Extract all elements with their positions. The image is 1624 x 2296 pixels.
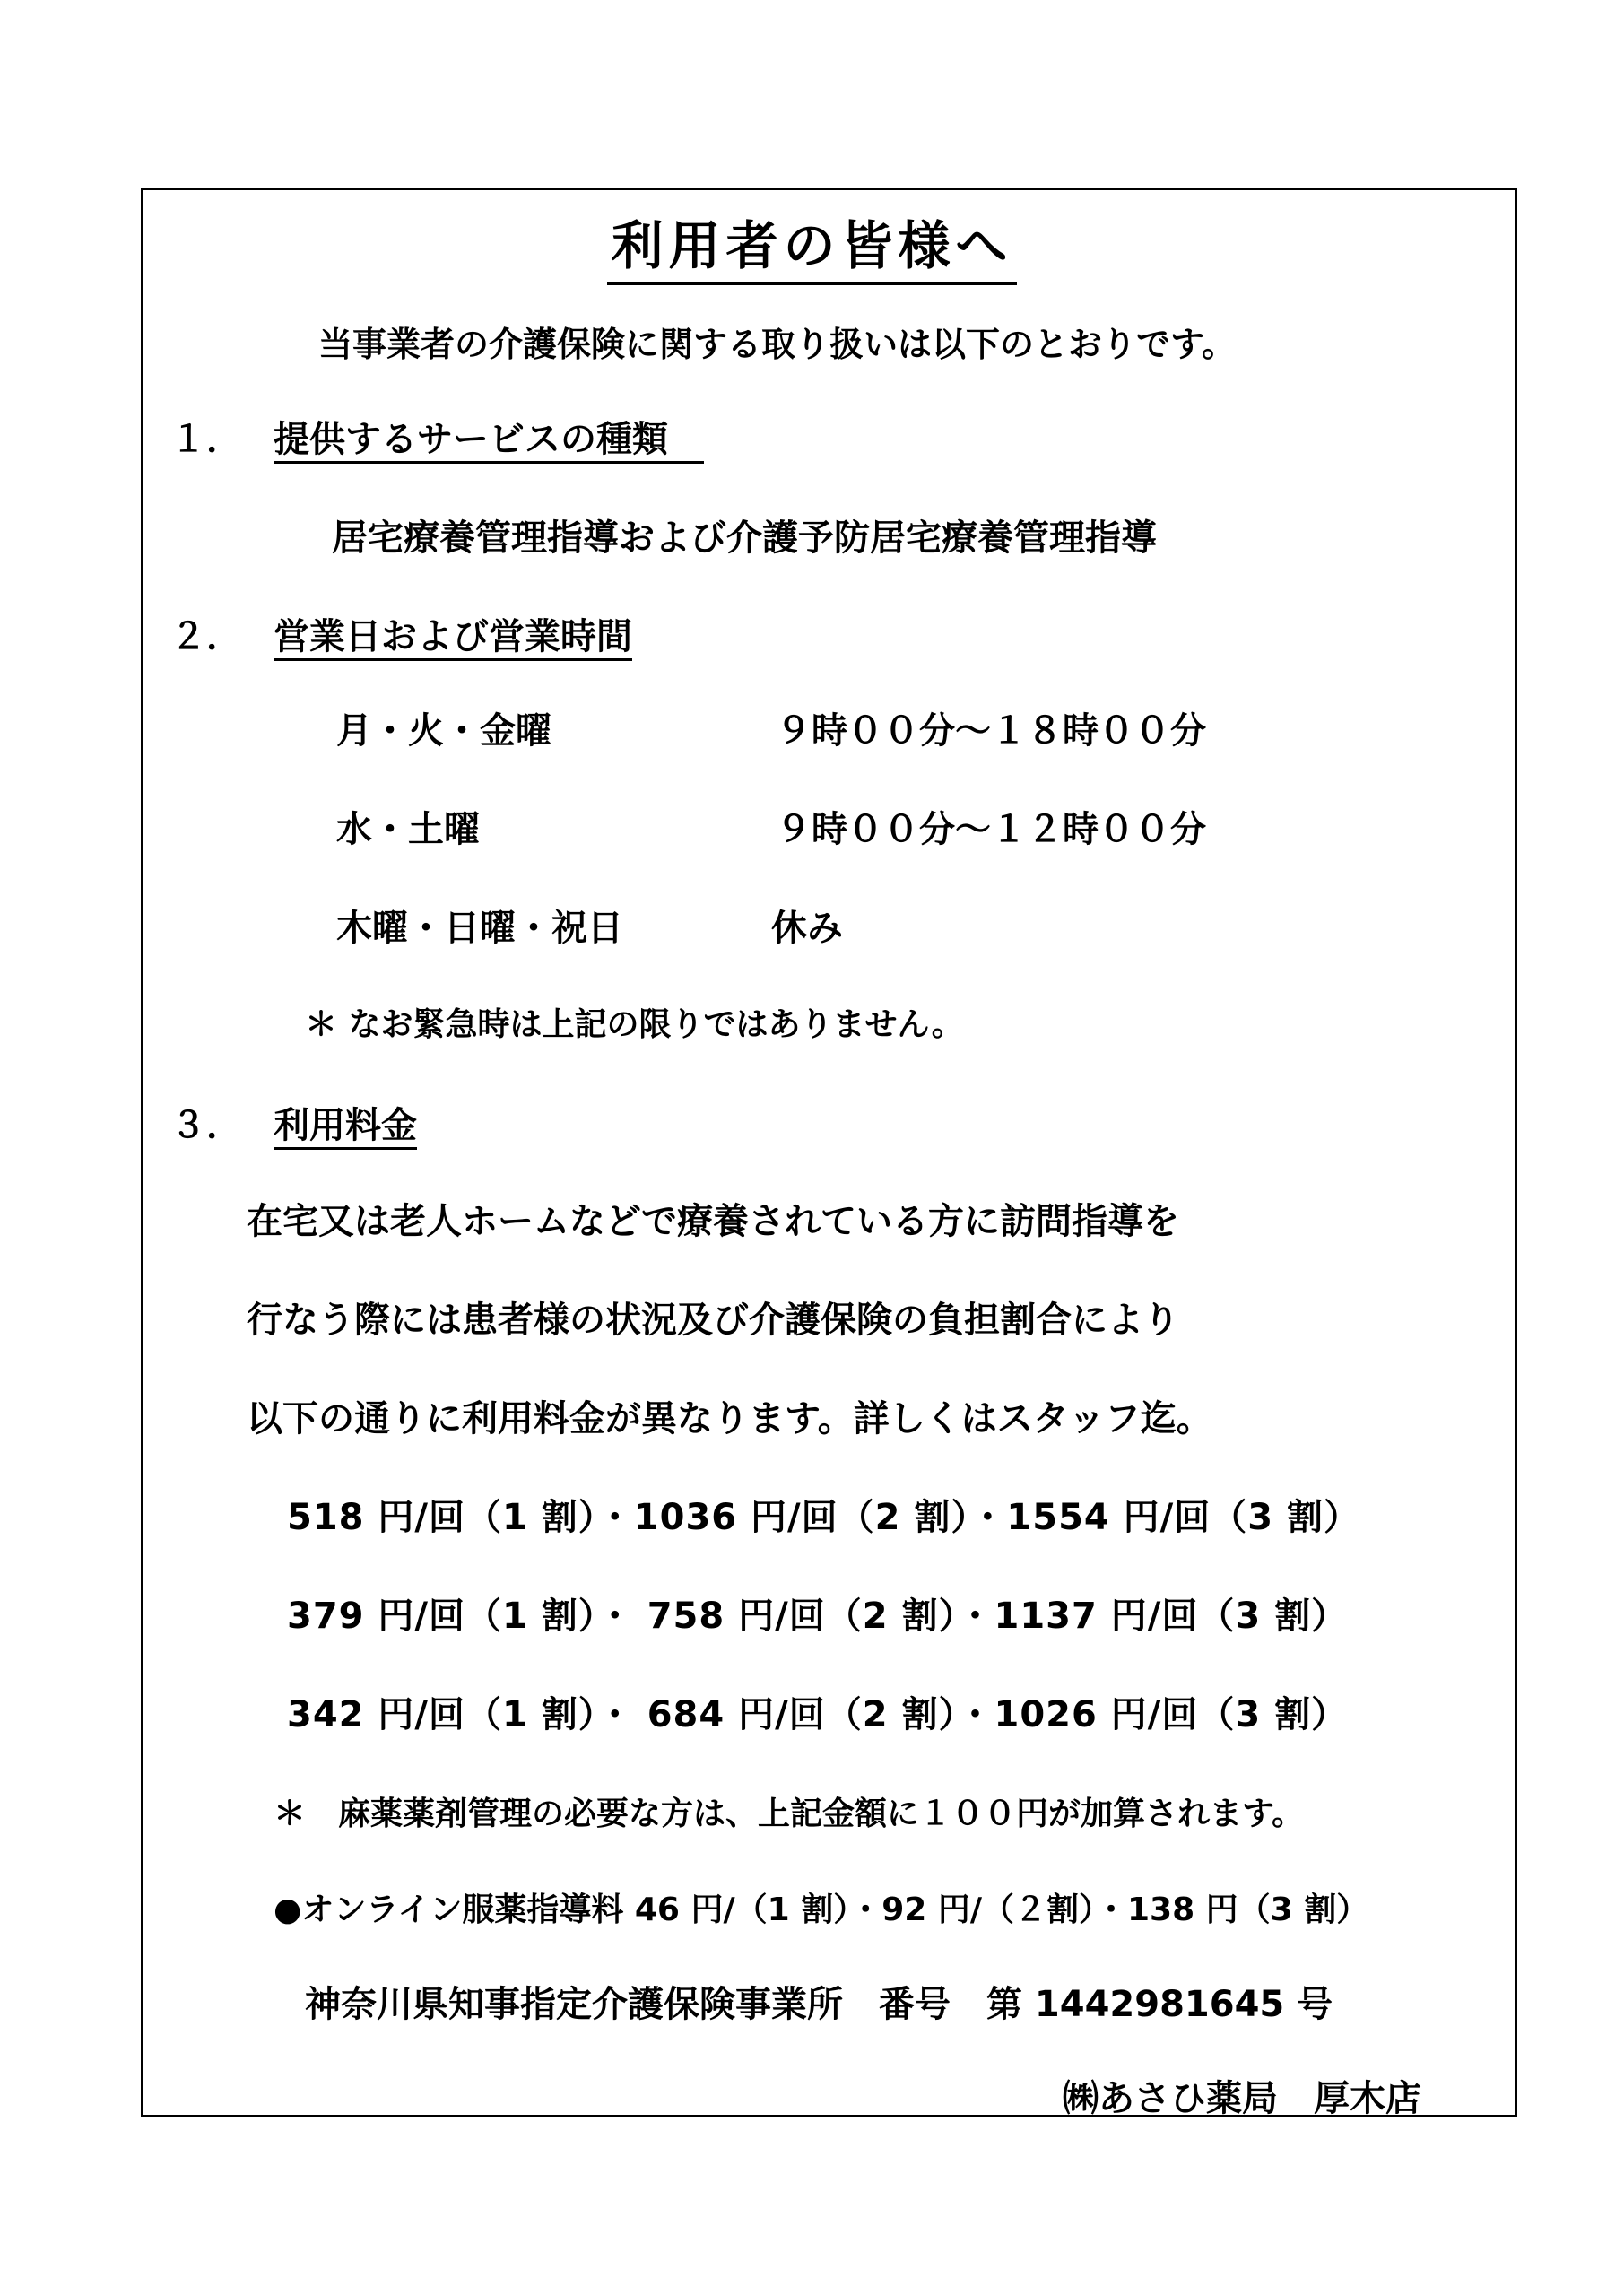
hours-time: ９時００分～１２時００分 xyxy=(776,809,1206,850)
hours-note: ＊ なお緊急時は上記の限りではありません。 xyxy=(305,1006,964,1043)
designation-number: 神奈川県知事指定介護保険事業所 番号 第 1442981645 号 xyxy=(305,1984,1333,2025)
section-number: ２． xyxy=(170,616,242,657)
service-description: 居宅療養管理指導および介護予防居宅療養管理指導 xyxy=(332,517,1157,559)
fee-row: 342 円/回（1 割）・ 684 円/回（2 割）・1026 円/回（3 割） xyxy=(287,1694,1349,1735)
fee-row: 379 円/回（1 割）・ 758 円/回（2 割）・1137 円/回（3 割） xyxy=(287,1596,1349,1637)
fee-row: 518 円/回（1 割）・1036 円/回（2 割）・1554 円/回（3 割） xyxy=(287,1497,1361,1538)
hours-days: 月・火・金曜 xyxy=(336,710,551,752)
page-title: 利用者の皆様へ xyxy=(0,220,1624,272)
fee-text-line: 行なう際には患者様の状況及び介護保険の負担割合により xyxy=(247,1300,1179,1341)
section-number: ３． xyxy=(170,1105,242,1146)
section-heading-hours: 営業日および営業時間 xyxy=(274,619,632,661)
section-heading-service: 提供するサービスの種類 xyxy=(274,422,704,464)
pharmacy-name: ㈱あさひ薬局 厚木店 xyxy=(1063,2078,1421,2119)
hours-days: 木曜・日曜・祝日 xyxy=(336,908,623,949)
hours-time: ９時００分～１８時００分 xyxy=(776,710,1206,752)
fee-text-line: 在宅又は老人ホームなどで療養されている方に訪問指導を xyxy=(247,1201,1179,1242)
intro-text: 当事業者の介護保険に関する取り扱いは以下のとおりです。 xyxy=(318,325,1236,364)
section-heading-fees: 利用料金 xyxy=(274,1108,417,1150)
section-number: １． xyxy=(170,419,242,460)
hours-days: 水・土曜 xyxy=(336,809,480,850)
fee-text-line: 以下の通りに利用料金が異なります。詳しくはスタッフ迄。 xyxy=(247,1398,1212,1439)
online-fee-note: ●オンライン服薬指導料 46 円/（1 割）・92 円/（２割）・138 円（3 割） xyxy=(274,1892,1369,1928)
narcotic-note: ＊ 麻薬薬剤管理の必要な方は、上記金額に１００円が加算されます。 xyxy=(274,1796,1305,1832)
hours-time: 休み xyxy=(771,908,843,949)
